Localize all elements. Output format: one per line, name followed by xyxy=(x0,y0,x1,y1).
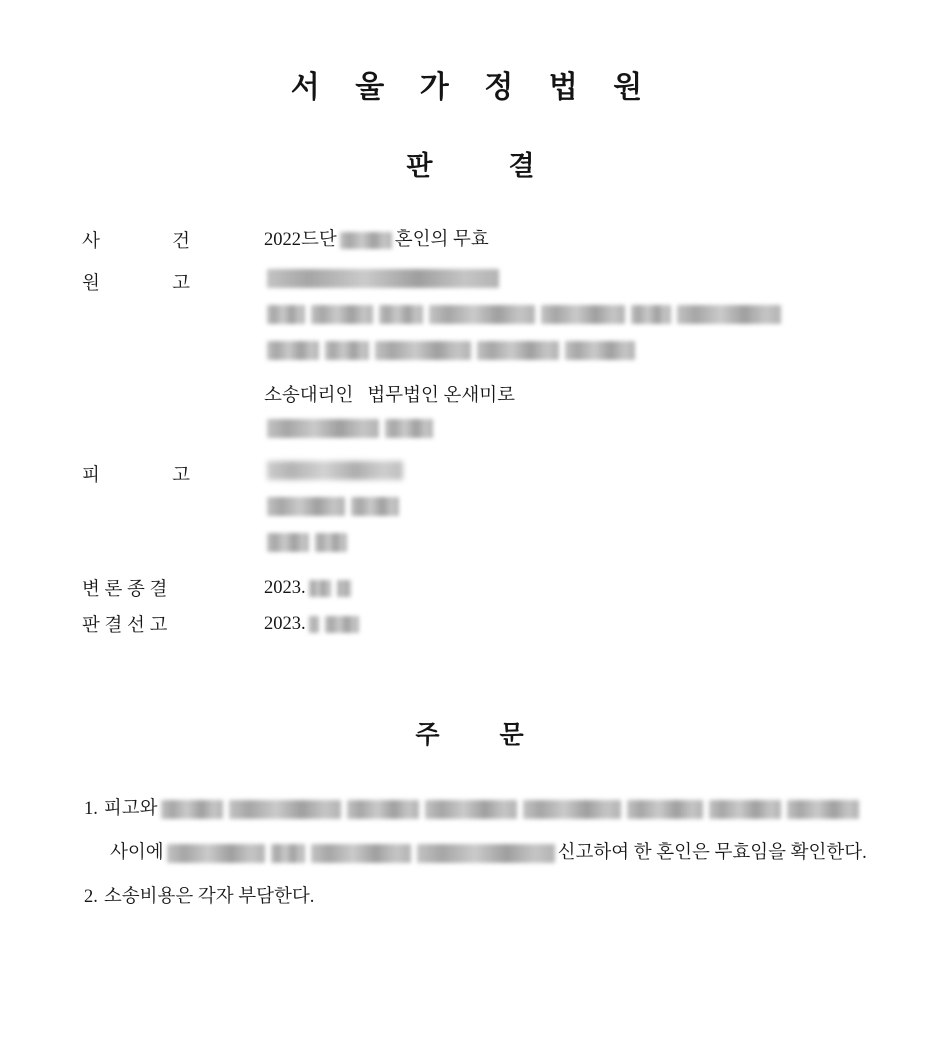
redacted-case-number xyxy=(340,232,392,249)
field-row-counsel xyxy=(82,383,933,409)
field-label-case-char1: 사 xyxy=(82,232,100,252)
field-label-case xyxy=(82,227,264,253)
redacted-defendant-address-b xyxy=(351,497,399,516)
redacted-counsel-detail-b xyxy=(385,419,433,438)
field-row-plaintiff-address-1 xyxy=(82,305,933,331)
redacted-defendant-address-a xyxy=(267,497,345,516)
order-item-1-text-start: 피고와 xyxy=(103,799,158,819)
field-label-plaintiff xyxy=(82,269,264,295)
order-item-1-text-mid: 사이에 xyxy=(110,843,164,863)
redacted-order-1-g xyxy=(709,800,781,819)
redacted-plaintiff-address-e xyxy=(541,305,625,324)
judgment-document-page xyxy=(0,62,933,1060)
redacted-plaintiff-address-g xyxy=(677,305,781,324)
order-title-right: 문 xyxy=(499,722,524,749)
court-title: 서 울 가 정 법 원 xyxy=(290,71,657,104)
order-item-2-text: 소송비용은 각자 부담한다. xyxy=(103,887,315,907)
order-item-2-number: 2. xyxy=(84,887,98,907)
document-type-right: 결 xyxy=(508,151,537,181)
field-row-judgment-date xyxy=(82,611,933,637)
redacted-plaintiff-address2-e xyxy=(565,341,635,360)
field-value-case xyxy=(264,227,489,253)
judgment-date-prefix: 2023. xyxy=(264,614,306,634)
order-item-1 xyxy=(84,787,873,831)
order-title-left: 주 xyxy=(415,722,440,749)
field-label-defendant-char1: 피 xyxy=(82,466,100,486)
field-value-judgment-date xyxy=(264,611,362,637)
redacted-judgment-date-day xyxy=(325,616,359,633)
redacted-defendant-address2-b xyxy=(315,533,347,552)
field-value-counsel xyxy=(264,383,515,409)
case-number-prefix: 2022드단 xyxy=(264,230,337,250)
field-value-plaintiff-name xyxy=(264,269,502,288)
case-fields xyxy=(0,227,933,637)
field-row-counsel-detail xyxy=(82,419,933,445)
redacted-plaintiff-name xyxy=(267,269,499,288)
redacted-plaintiff-address-c xyxy=(379,305,423,324)
field-label-closing-argument: 변 론 종 결 xyxy=(82,580,168,600)
redacted-defendant-address2-a xyxy=(267,533,309,552)
redacted-order-1-f xyxy=(627,800,703,819)
redacted-order-1-h xyxy=(787,800,859,819)
field-row-defendant-address-2 xyxy=(82,533,933,559)
redacted-order-1-c xyxy=(347,800,419,819)
field-value-plaintiff-address-1 xyxy=(264,305,784,324)
redacted-order-1-e xyxy=(523,800,621,819)
document-type-left: 판 xyxy=(406,151,435,181)
field-label-case-char2: 건 xyxy=(172,232,190,252)
redacted-order-1-i xyxy=(167,844,265,863)
field-label-defendant-char2: 고 xyxy=(172,466,190,486)
field-value-plaintiff-address-2 xyxy=(264,341,638,360)
field-value-defendant-address-2 xyxy=(264,533,350,552)
redacted-plaintiff-address2-a xyxy=(267,341,319,360)
redacted-order-1-a xyxy=(161,800,223,819)
case-name: 혼인의 무효 xyxy=(394,230,489,250)
order-item-1-text-end: 신고하여 한 혼인은 무효임을 확인한다. xyxy=(557,843,867,863)
redacted-defendant-name xyxy=(267,461,403,480)
order-item-1-number: 1. xyxy=(84,799,98,819)
redacted-plaintiff-address2-d xyxy=(477,341,559,360)
redacted-closing-date-day xyxy=(337,580,351,597)
redacted-counsel-detail-a xyxy=(267,419,379,438)
redacted-order-1-d xyxy=(425,800,517,819)
document-type-heading xyxy=(10,144,933,183)
field-row-defendant xyxy=(82,461,933,487)
counsel-name: 법무법인 온새미로 xyxy=(367,386,515,406)
redacted-plaintiff-address-f xyxy=(631,305,671,324)
order-item-2 xyxy=(84,875,873,919)
order-item-1-continued xyxy=(84,831,873,875)
field-row-plaintiff-address-2 xyxy=(82,341,933,367)
field-value-defendant-address-1 xyxy=(264,497,402,516)
field-value-counsel-detail xyxy=(264,419,436,438)
redacted-order-1-b xyxy=(229,800,341,819)
redacted-closing-date-month xyxy=(309,580,331,597)
field-row-closing-argument xyxy=(82,575,933,601)
field-value-closing-argument xyxy=(264,575,354,601)
redacted-plaintiff-address2-c xyxy=(375,341,471,360)
counsel-label: 소송대리인 xyxy=(264,386,354,406)
redacted-order-1-l xyxy=(417,844,555,863)
order-section-title xyxy=(6,715,933,751)
field-row-plaintiff xyxy=(82,269,933,295)
redacted-plaintiff-address-d xyxy=(429,305,535,324)
field-row-defendant-address-1 xyxy=(82,497,933,523)
redacted-plaintiff-address-a xyxy=(267,305,305,324)
redacted-order-1-k xyxy=(311,844,411,863)
field-label-plaintiff-char2: 고 xyxy=(172,274,190,294)
redacted-order-1-j xyxy=(271,844,305,863)
redacted-plaintiff-address2-b xyxy=(325,341,369,360)
field-label-judgment-date: 판 결 선 고 xyxy=(82,616,168,636)
field-label-plaintiff-char1: 원 xyxy=(82,274,100,294)
field-row-case xyxy=(82,227,933,253)
field-label-defendant xyxy=(82,461,264,487)
redacted-plaintiff-address-b xyxy=(311,305,373,324)
order-list xyxy=(0,787,933,919)
redacted-judgment-date-month xyxy=(309,616,319,633)
closing-argument-date-prefix: 2023. xyxy=(264,578,306,598)
field-value-defendant-name xyxy=(264,461,406,480)
